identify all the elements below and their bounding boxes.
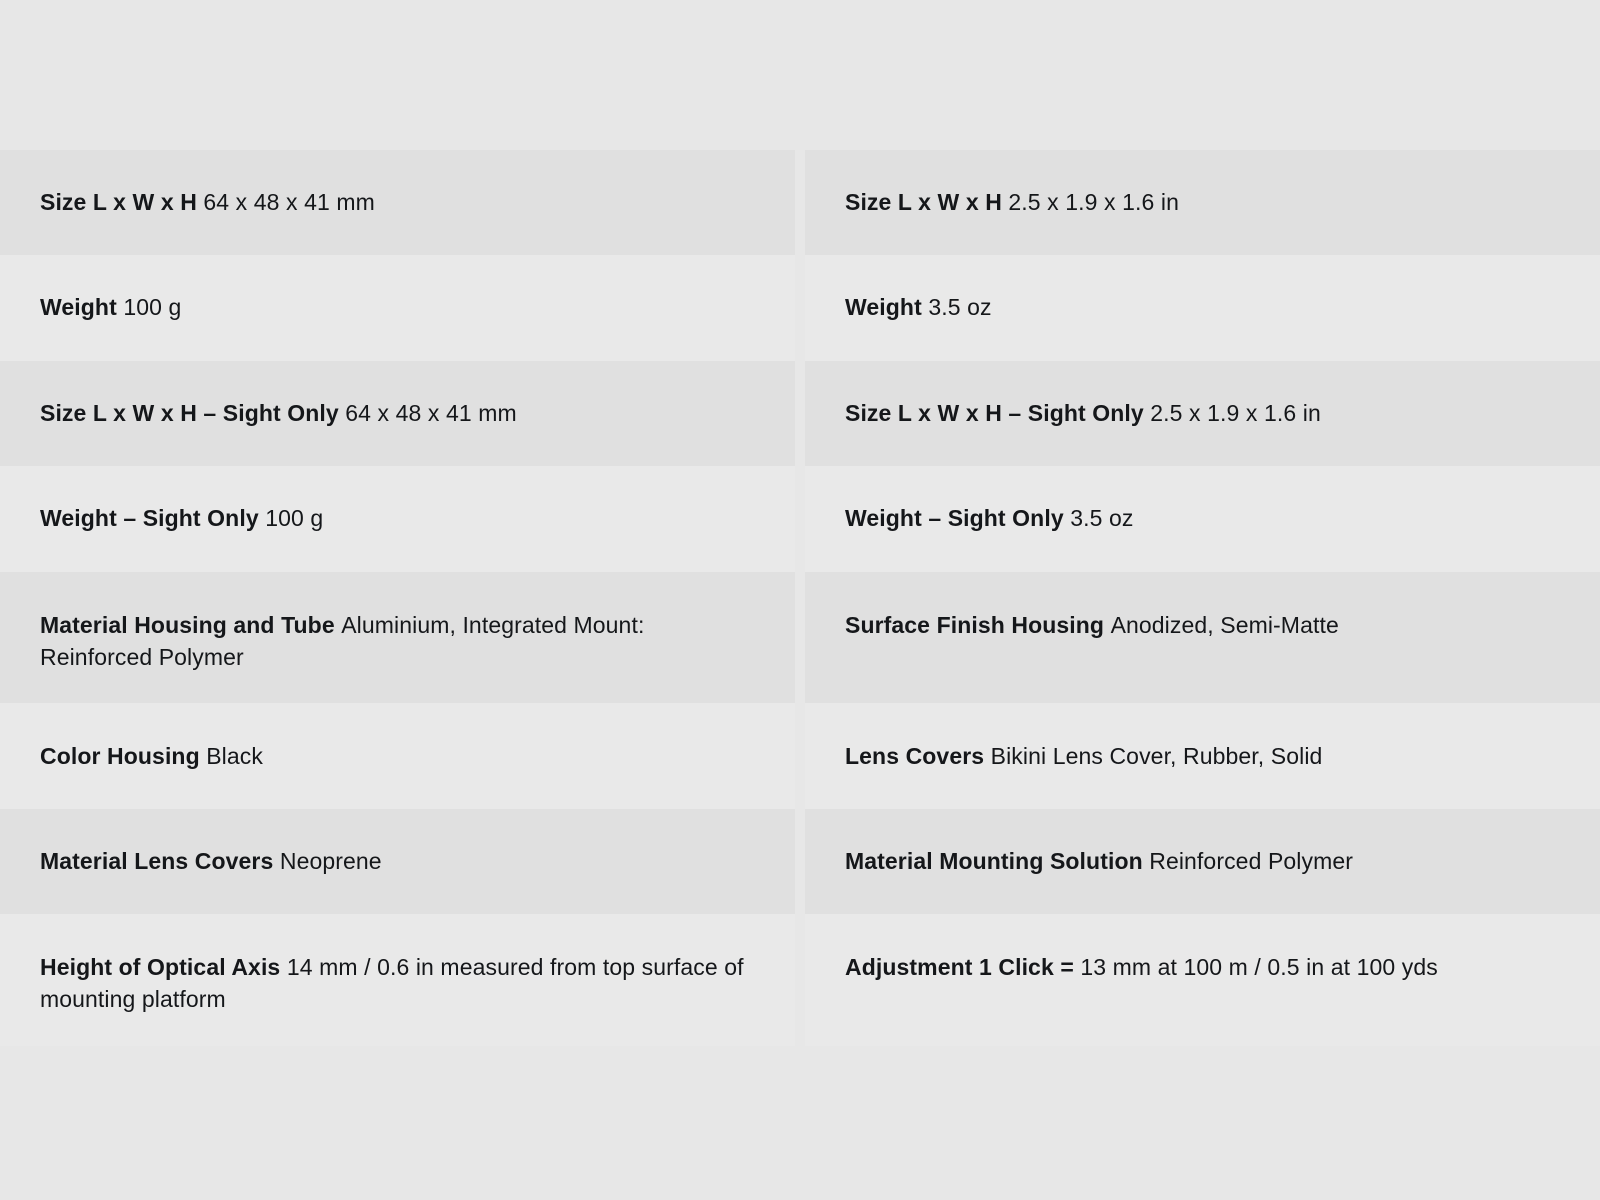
spec-cell-right (805, 150, 1600, 255)
spec-cell-left (0, 255, 795, 361)
table-row (0, 809, 1600, 914)
spec-label: Size L x W x H (845, 188, 1009, 215)
spec-cell-left (0, 703, 795, 809)
spec-cell-right (805, 466, 1600, 572)
spec-label: Weight (40, 294, 124, 321)
spec-cell-right (805, 703, 1600, 809)
spec-cell-left (0, 361, 795, 466)
table-row (0, 572, 1600, 703)
spec-label: Size L x W x H (40, 188, 204, 215)
spec-label: Lens Covers (845, 742, 991, 769)
specifications-table (0, 150, 1600, 1046)
spec-label: Adjustment 1 Click = (845, 954, 1081, 981)
spec-cell-left (0, 150, 795, 255)
spec-label: Color Housing (40, 742, 207, 769)
spec-value: Reinforced Polymer (1149, 848, 1354, 875)
spec-value: 2.5 x 1.9 x 1.6 in (1150, 399, 1321, 426)
spec-cell-left (0, 914, 795, 1045)
spec-cell-left (0, 809, 795, 914)
spec-value: 64 x 48 x 41 mm (345, 399, 517, 426)
spec-label: Size L x W x H – Sight Only (40, 399, 346, 426)
spec-cell-right (805, 914, 1600, 1045)
spec-label: Material Housing and Tube (40, 612, 342, 638)
spec-cell-left (0, 572, 795, 703)
spec-value: 13 mm at 100 m / 0.5 in at 100 yds (1080, 954, 1438, 981)
spec-value: 14 mm / 0.6 in measured from top surface of mounting platform (40, 954, 744, 1013)
spec-label: Weight – Sight Only (845, 505, 1071, 532)
spec-label: Material Mounting Solution (845, 848, 1150, 875)
spec-label: Material Lens Covers (40, 848, 280, 875)
spec-value: Black (206, 742, 263, 769)
table-row (0, 150, 1600, 255)
spec-label: Size L x W x H – Sight Only (845, 399, 1151, 426)
spec-label: Height of Optical Axis (40, 954, 287, 981)
spec-value: 100 g (265, 505, 324, 532)
table-row (0, 255, 1600, 361)
spec-cell-right (805, 572, 1600, 703)
spec-value: 2.5 x 1.9 x 1.6 in (1008, 188, 1179, 215)
table-row (0, 361, 1600, 466)
spec-value: 3.5 oz (928, 294, 992, 321)
spec-value: 64 x 48 x 41 mm (203, 188, 375, 215)
spec-label: Weight (845, 294, 929, 321)
spec-value: Neoprene (279, 848, 382, 875)
spec-value: 3.5 oz (1070, 505, 1134, 532)
spec-value: 100 g (123, 294, 182, 321)
spec-cell-left (0, 466, 795, 572)
spec-value: Bikini Lens Cover, Rubber, Solid (990, 742, 1323, 769)
table-row (0, 914, 1600, 1045)
table-row (0, 703, 1600, 809)
spec-label: Weight – Sight Only (40, 505, 266, 532)
spec-cell-right (805, 361, 1600, 466)
table-row (0, 466, 1600, 572)
spec-value: Anodized, Semi-Matte (1110, 612, 1339, 638)
spec-cell-right (805, 255, 1600, 361)
spec-label: Surface Finish Housing (845, 612, 1111, 638)
spec-cell-right (805, 809, 1600, 914)
spec-value: Aluminium, Integrated Mount: Reinforced Polymer (40, 612, 645, 670)
